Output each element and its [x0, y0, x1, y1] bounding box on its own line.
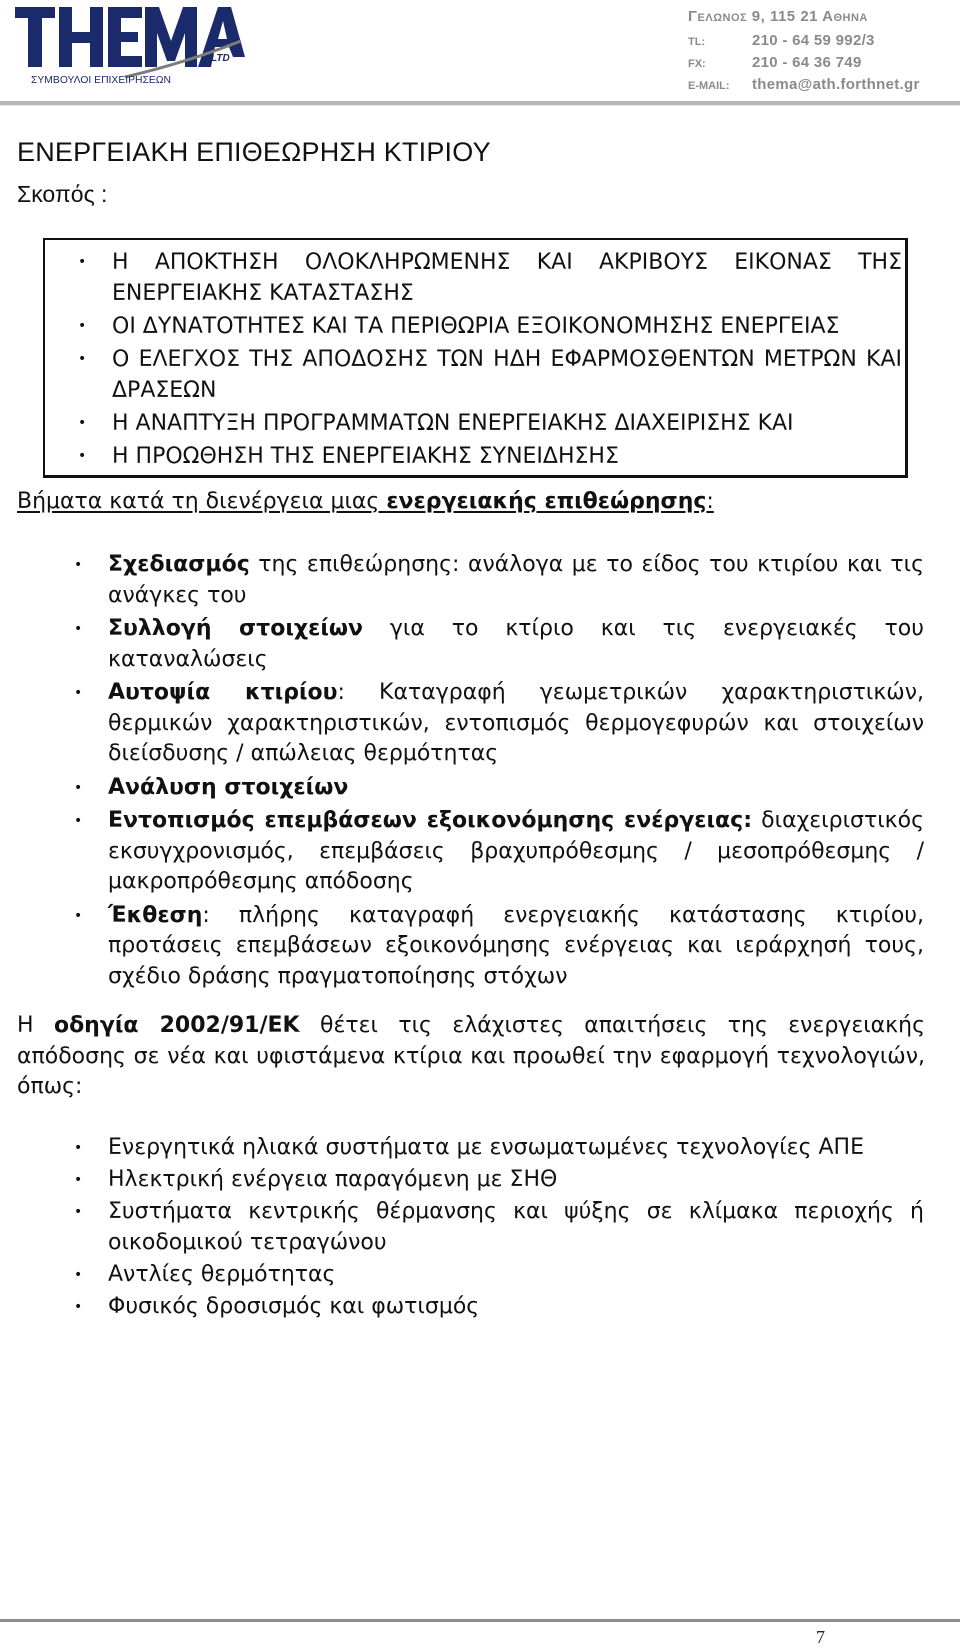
goal-item: • Η ΑΝΑΠΤΥΞΗ ΠΡΟΓΡΑΜΜΑΤΩΝ ΕΝΕΡΓΕΙΑΚΗΣ ΔΙΑΧΕΙΡΙΣΗΣ ΚΑΙ	[60, 408, 902, 439]
company-address: Γελωνος 9, 115 21 Αθηνα	[688, 8, 868, 25]
step-title: Συλλογή στοιχείων	[108, 616, 364, 641]
fax-value: 210 - 64 36 749	[752, 54, 862, 71]
page-title: ΕΝΕΡΓΕΙΑΚΗ ΕΠΙΘΕΩΡΗΣΗ ΚΤΙΡΙΟΥ	[17, 137, 491, 167]
technology-item: • Φυσικός δροσισμός και φωτισμός	[56, 1292, 924, 1323]
step-item	[56, 550, 924, 611]
step-item	[56, 678, 924, 770]
purpose-label: Σκοπός :	[17, 181, 108, 207]
step-text: : πλήρης καταγραφή ενεργειακής κατάστασης κτιρίου, προτάσεις επεμβάσεων εξοικονόμησης ενέργειας και ιεράρχησή τους, σχέδιο δράσης πραγματοποίησης στόχων	[108, 902, 924, 989]
phone-label: TL:	[688, 36, 706, 48]
phone-value: 210 - 64 59 992/3	[752, 32, 875, 49]
page-number: 7	[816, 1627, 825, 1647]
goal-item: • Η ΑΠΟΚΤΗΣΗ ΟΛΟΚΛΗΡΩΜΕΝΗΣ ΚΑΙ ΑΚΡΙΒΟΥΣ ΕΙΚΟΝΑΣ ΤΗΣ ΕΝΕΡΓΕΙΑΚΗΣ ΚΑΤΑΣΤΑΣΗΣ	[60, 247, 902, 309]
contact-phone-row	[688, 32, 958, 54]
technology-item: • Ενεργητικά ηλιακά συστήματα με ενσωματωμένες τεχνολογίες ΑΠΕ	[56, 1133, 924, 1164]
step-text: της επιθεώρησης: ανάλογα με το είδος του κτιρίου και τις ανάγκες του	[108, 552, 924, 608]
logo-tagline: ΣΥΜΒΟΥΛΟΙ ΕΠΙΧΕΙΡΗΣΕΩΝ	[31, 74, 171, 86]
step-text: διαχειριστικός εκσυγχρονισμός, επεμβάσεις βραχυπρόθεσμης / μεσοπρόθεσμης / μακροπρόθεσμης απόδοσης	[108, 808, 924, 894]
steps-intro	[17, 489, 714, 514]
email-label: E-MAIL:	[688, 80, 730, 92]
technology-item: • Αντλίες θερμότητας	[56, 1260, 924, 1291]
directive-prefix: Η	[17, 1013, 54, 1038]
step-item	[56, 806, 924, 898]
steps-list	[56, 550, 924, 995]
contact-info	[688, 8, 958, 98]
directive-name: οδηγία 2002/91/ΕΚ	[53, 1013, 300, 1038]
step-item	[56, 773, 924, 804]
fax-label: FX:	[688, 58, 706, 70]
goal-item: • ΟΙ ΔΥΝΑΤΟΤΗΤΕΣ ΚΑΙ ΤΑ ΠΕΡΙΘΩΡΙΑ ΕΞΟΙΚΟΝΟΜΗΣΗΣ ΕΝΕΡΓΕΙΑΣ	[60, 311, 902, 342]
directive-text: θέτει τις ελάχιστες απαιτήσεις της ενεργειακής απόδοσης σε νέα και υφιστάμενα κτίρια και προωθεί την εφαρμογή τεχνολογιών, όπως:	[17, 1013, 925, 1099]
goals-list	[60, 247, 925, 474]
step-item	[56, 614, 924, 675]
footer-divider	[0, 1619, 960, 1622]
directive-paragraph	[17, 1011, 925, 1103]
goal-item: • Η ΠΡΟΩΘΗΣΗ ΤΗΣ ΕΝΕΡΓΕΙΑΚΗΣ ΣΥΝΕΙΔΗΣΗΣ	[60, 441, 902, 472]
technology-item: • Ηλεκτρική ενέργεια παραγόμενη με ΣΗΘ	[56, 1165, 924, 1196]
step-text: για το κτίριο και τις ενεργειακές του καταναλώσεις	[108, 616, 924, 672]
step-item	[56, 901, 924, 993]
contact-email-row	[688, 76, 958, 98]
step-title: Ανάλυση στοιχείων	[108, 774, 349, 800]
technology-item: • Συστήματα κεντρικής θέρμανσης και ψύξης σε κλίμακα περιοχής ή οικοδομικού τετραγώνου	[56, 1197, 924, 1258]
logo-subtext: LTD	[211, 53, 230, 64]
company-logo	[15, 3, 245, 88]
step-title: Εντοπισμός επεμβάσεων εξοικονόμησης ενέργειας:	[108, 808, 752, 833]
step-title: Έκθεση	[108, 902, 203, 928]
step-title: Σχεδιασμός	[108, 552, 250, 577]
email-value[interactable]: thema@ath.forthnet.gr	[752, 76, 920, 93]
step-text: : Καταγραφή γεωμετρικών χαρακτηριστικών, θερμικών χαρακτηριστικών, εντοπισμός θερμογεφυρών και στοιχείων διείσδυσης / απώλειας θερμότητας	[108, 680, 924, 766]
technologies-list	[56, 1133, 924, 1324]
steps-intro-suffix: :	[706, 489, 714, 514]
goal-item: • Ο ΕΛΕΓΧΟΣ ΤΗΣ ΑΠΟΔΟΣΗΣ ΤΩΝ ΗΔΗ ΕΦΑΡΜΟΣΘΕΝΤΩΝ ΜΕΤΡΩΝ ΚΑΙ ΔΡΑΣΕΩΝ	[60, 344, 902, 406]
header-divider	[0, 101, 960, 106]
contact-fax-row	[688, 54, 958, 76]
steps-intro-text: Βήματα κατά τη διενέργεια μιας	[17, 489, 387, 514]
steps-intro-bold: ενεργειακής επιθεώρησης	[386, 489, 707, 514]
step-title: Αυτοψία κτιρίου	[108, 680, 338, 705]
